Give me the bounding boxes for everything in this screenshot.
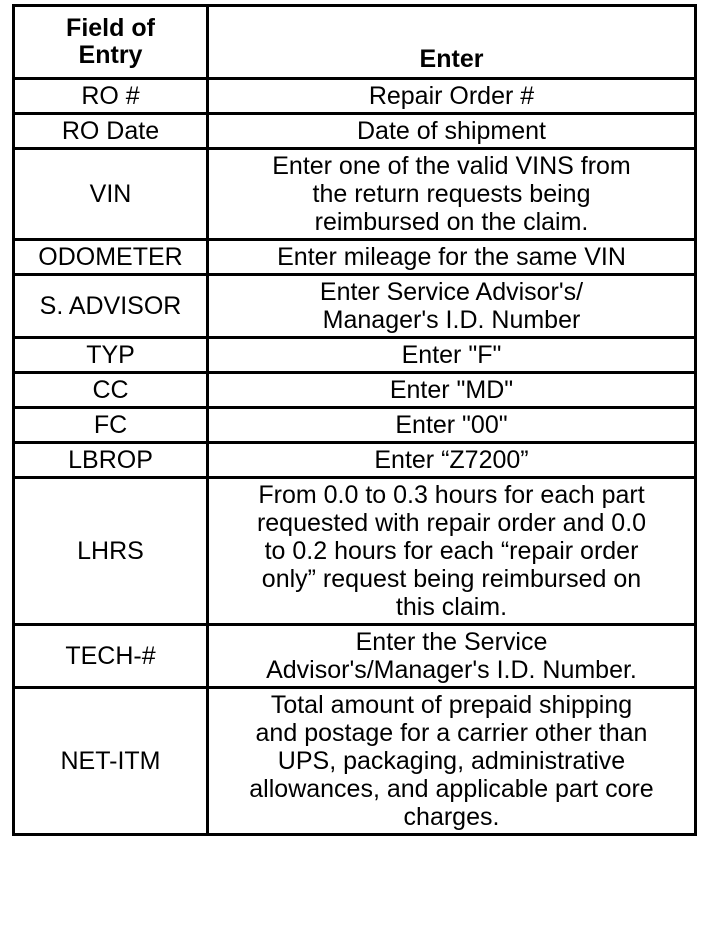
enter-line: Enter Service Advisor's/ <box>319 278 584 306</box>
enter-line: UPS, packaging, administrative <box>277 747 626 775</box>
enter-line: From 0.0 to 0.3 hours for each part <box>258 481 645 509</box>
enter-line: Manager's I.D. Number <box>322 306 581 334</box>
table-row <box>14 373 696 408</box>
header-enter: Enter <box>208 6 696 79</box>
enter-line: charges. <box>403 803 500 831</box>
table-row <box>14 338 696 373</box>
enter-line: Enter "MD" <box>389 376 514 404</box>
table-row <box>14 443 696 478</box>
table-row <box>14 408 696 443</box>
field-cell: FC <box>14 408 208 443</box>
field-cell: RO Date <box>14 114 208 149</box>
enter-cell <box>208 149 696 240</box>
field-cell: LBROP <box>14 443 208 478</box>
field-cell: TECH-# <box>14 625 208 688</box>
enter-cell <box>208 408 696 443</box>
enter-cell <box>208 338 696 373</box>
enter-line: reimbursed on the claim. <box>314 208 589 236</box>
table-row <box>14 275 696 338</box>
table-row <box>14 114 696 149</box>
enter-line: this claim. <box>395 593 508 621</box>
header-field-line: Entry <box>78 41 143 69</box>
field-cell: CC <box>14 373 208 408</box>
enter-cell <box>208 625 696 688</box>
enter-line: Date of shipment <box>357 117 546 145</box>
enter-line: Enter "F" <box>401 341 502 369</box>
enter-cell <box>208 79 696 114</box>
field-cell: S. ADVISOR <box>14 275 208 338</box>
table-row <box>14 149 696 240</box>
enter-line: the return requests being <box>312 180 591 208</box>
enter-line: Repair Order # <box>368 82 535 110</box>
enter-line: and postage for a carrier other than <box>255 719 648 747</box>
table-row <box>14 688 696 835</box>
enter-line: Enter “Z7200” <box>374 446 529 474</box>
table-row <box>14 478 696 625</box>
table-row <box>14 625 696 688</box>
enter-cell <box>208 443 696 478</box>
enter-line: Enter the Service <box>355 628 548 656</box>
enter-cell <box>208 240 696 275</box>
enter-cell <box>208 373 696 408</box>
enter-line: Total amount of prepaid shipping <box>270 691 633 719</box>
enter-line: Enter "00" <box>395 411 508 439</box>
field-cell: ODOMETER <box>14 240 208 275</box>
field-cell: VIN <box>14 149 208 240</box>
table-row <box>14 79 696 114</box>
enter-line: only” request being reimbursed on <box>261 565 642 593</box>
field-cell: RO # <box>14 79 208 114</box>
enter-line: Advisor's/Manager's I.D. Number. <box>266 656 637 684</box>
enter-cell <box>208 688 696 835</box>
enter-line: requested with repair order and 0.0 <box>256 509 647 537</box>
field-cell: NET-ITM <box>14 688 208 835</box>
field-entry-table <box>12 4 697 836</box>
field-cell: TYP <box>14 338 208 373</box>
enter-line: Enter one of the valid VINS from <box>272 152 631 180</box>
enter-line: allowances, and applicable part core <box>249 775 654 803</box>
table-row <box>14 240 696 275</box>
enter-line: Enter mileage for the same VIN <box>277 243 626 271</box>
header-row <box>14 6 696 79</box>
enter-line: to 0.2 hours for each “repair order <box>264 537 639 565</box>
header-field-of-entry <box>14 6 208 79</box>
enter-cell <box>208 275 696 338</box>
header-field-line: Field of <box>66 14 155 42</box>
enter-cell <box>208 114 696 149</box>
enter-cell <box>208 478 696 625</box>
field-cell: LHRS <box>14 478 208 625</box>
